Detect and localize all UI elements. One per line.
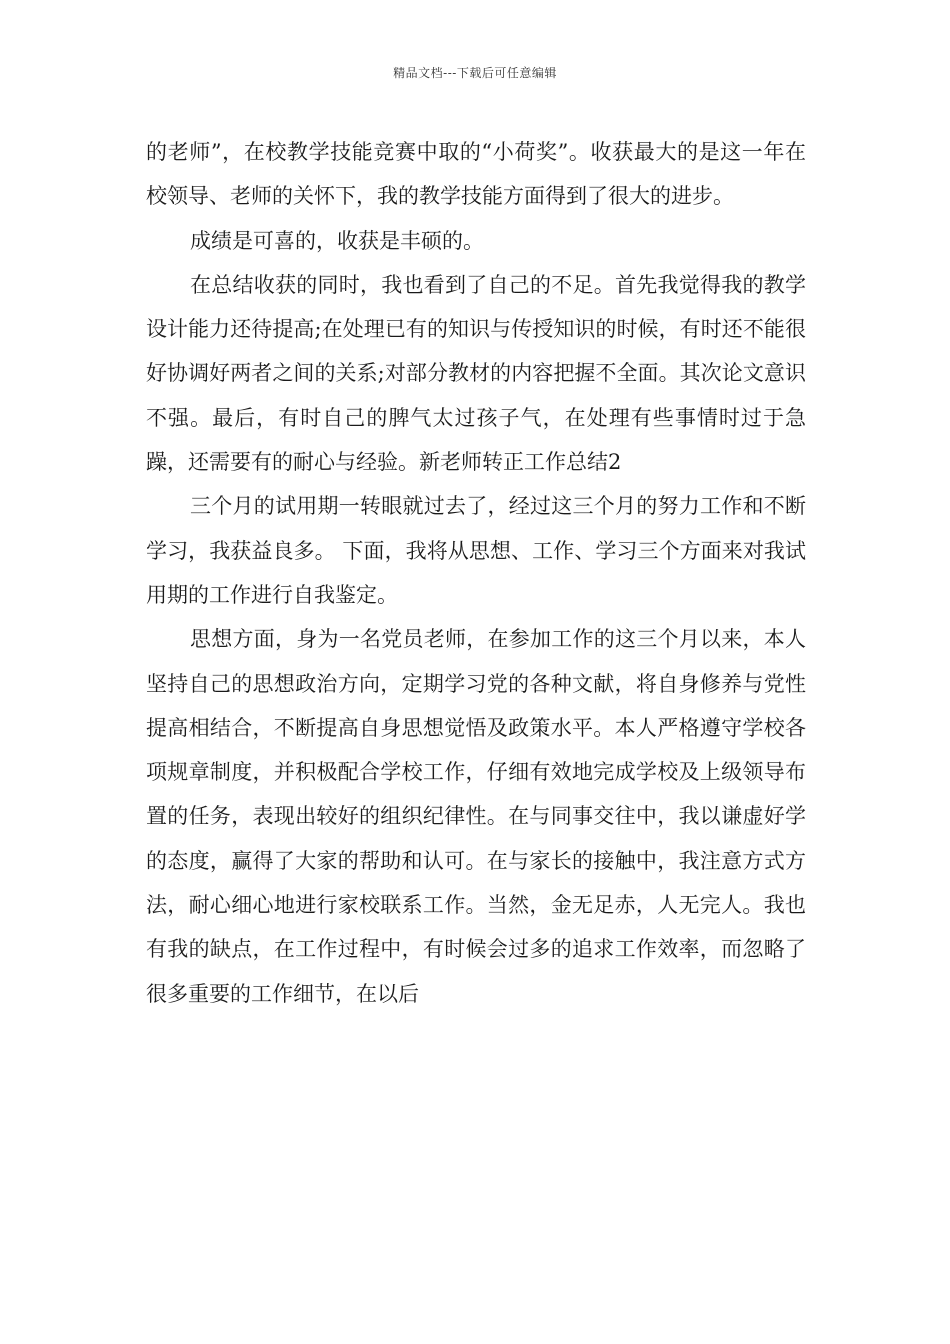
paragraph-4: 三个月的试用期一转眼就过去了，经过这三个月的努力工作和不断学习，我获益良多。 下面，我将从思想、工作、学习三个方面来对我试用期的工作进行自我鉴定。 — [146, 494, 806, 607]
paragraph-5: 思想方面，身为一名党员老师，在参加工作的这三个月以来，本人坚持自己的思想政治方向，定期学习党的各种文献，将自身修养与党性提高相结合，不断提高自身思想觉悟及政策水平。本人严格遵守学校各项规章制度，并积极配合学校工作，仔细有效地完成学校及上级领导布置的任务，表现出较好的组织纪律性。在与同事交往中，我以谦虚好学的态度，赢得了大家的帮助和认可。在与家长的接触中，我注意方式方法，耐心细心地进行家校联系工作。当然，金无足赤，人无完人。我也有我的缺点，在工作过程中，有时候会过多的追求工作效率，而忽略了很多重要的工作细节，在以后 — [146, 627, 806, 1006]
paragraph-1: 的老师”，在校教学技能竞赛中取的“小荷奖”。收获最大的是这一年在校领导、老师的关怀下，我的教学技能方面得到了很大的进步。 — [146, 140, 806, 209]
page-header: 精品文档---下载后可任意编辑 — [393, 66, 557, 80]
paragraph-2: 成绩是可喜的，收获是丰硕的。 — [190, 228, 484, 253]
paragraph-3: 在总结收获的同时，我也看到了自己的不足。首先我觉得我的教学设计能力还待提高;在处理已有的知识与传授知识的时候，有时还不能很好协调好两者之间的关系;对部分教材的内容把握不全面。其次论文意识不强。最后，有时自己的脾气太过孩子气，在处理有些事情时过于急躁，还需要有的耐心与经验。新老师转正工作总结2 — [146, 272, 806, 475]
document-body — [146, 130, 806, 1016]
